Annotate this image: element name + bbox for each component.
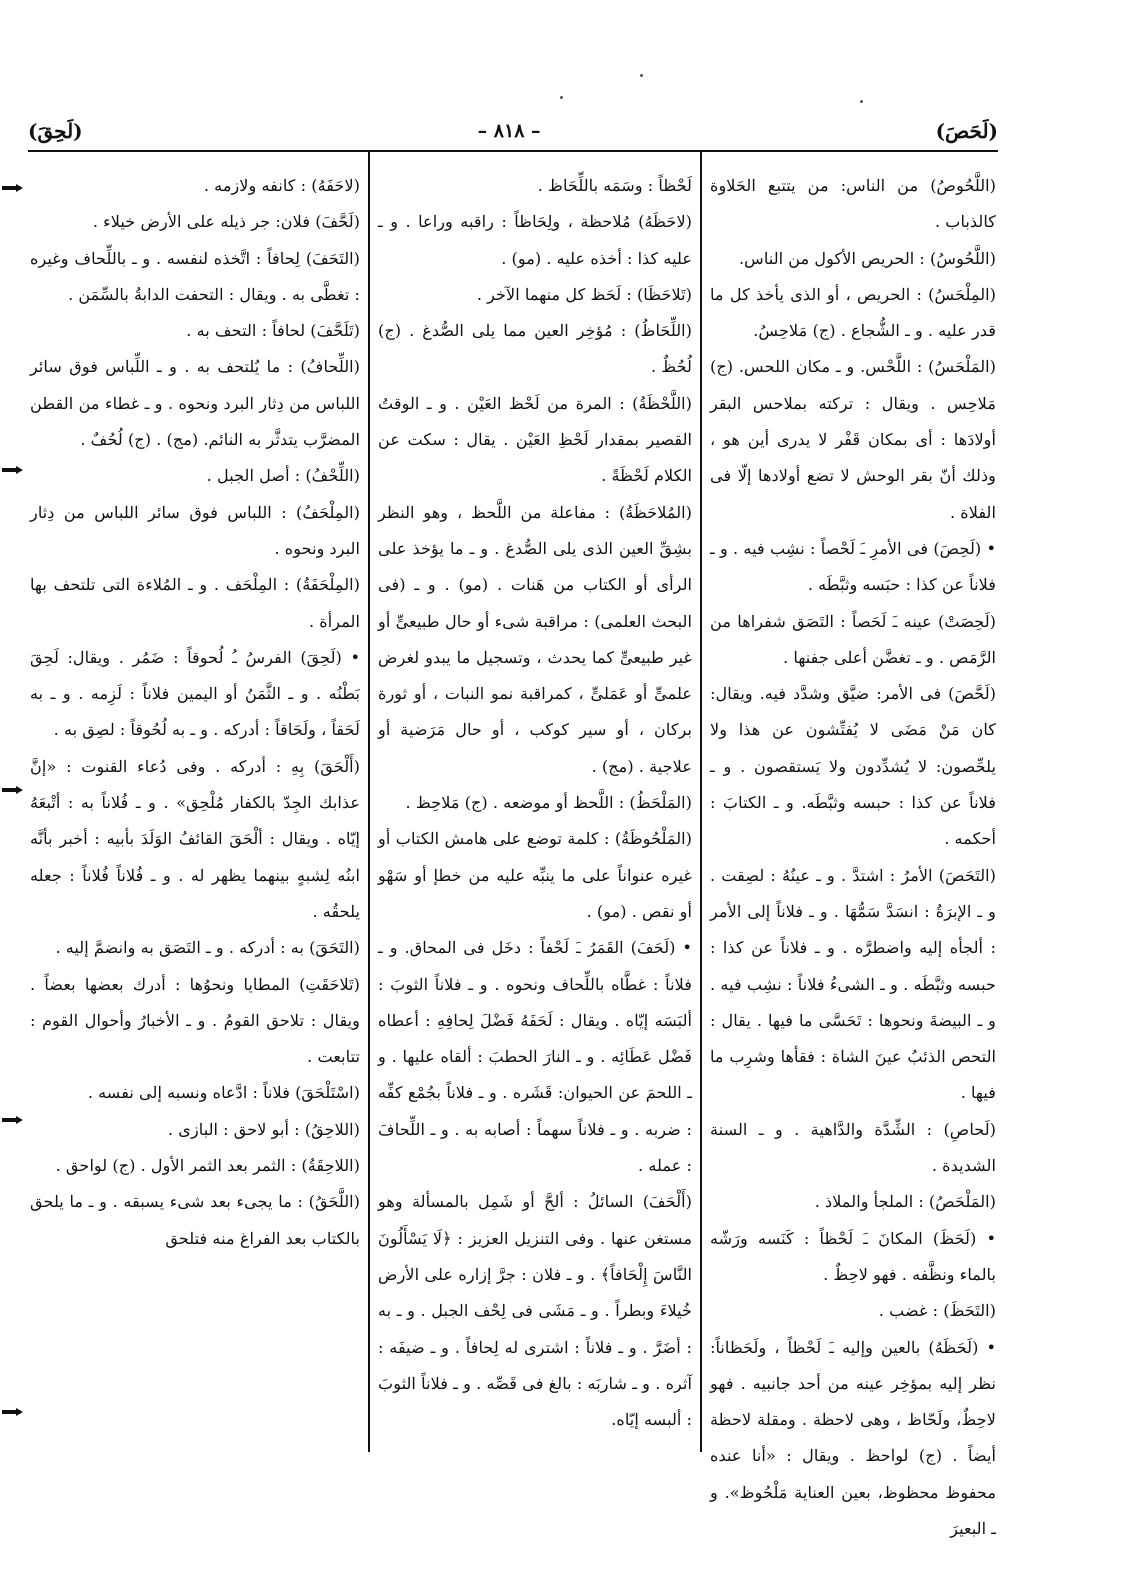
entry: (اللاحِقَةُ) : الثمر بعد الثمر الأول . (ج) لواحق . bbox=[55, 1156, 360, 1176]
entry: لَحْظاً : وسَمَه باللِّحَاظ . bbox=[537, 176, 692, 195]
entry: • (لَحِقَ) الفرسُ ـُ لُحوقاً : ضَمُر . ويقال: لَحِقَ بَطْنُه . و ـ الثَّمَنُ أو اليمين فلاناً : لَزِمه . و ـ به لَحَقاً ، ولَحَاقاً : أدركه . و ـ به لُحُوقاً : لصِق به . bbox=[30, 647, 360, 740]
entry: • (لَحَظَهُ) بالعين وإليه ـَ لَحْظاً ، ولَحَظاناً: نظر إليه بمؤخِر عينه من أحد جانبيه . فهو لاحِظٌ، ولَحّاظ ، وهى لاحظة . ومقلة لاحظة أيضاً . (ج) لواحظ . ويقال : «أنا عنده محفوظ محظوظ، بعين العناية مَلْحُوظ». و ـ البعيرَ bbox=[710, 1337, 996, 1538]
margin-arrow-icon bbox=[2, 466, 24, 474]
margin-arrow-icon bbox=[2, 184, 24, 192]
entry: (اللِّحَاظُ) : مُؤخِر العين مما يلى الصُّدغ . (ج) لُحُظٌ . bbox=[378, 321, 692, 377]
entry: (تَلاحَقَتِ) المطايا ونحوُها : أدرك بعضها بعضاً . ويقال : تلاحق القومُ . و ـ الأخبارُ وأحوال القوم : تتابعت . bbox=[30, 974, 360, 1067]
entry: (المِلْحَفَةُ) : المِلْحَف . و ـ المُلاءة التى تلتحف بها المرأة . bbox=[30, 575, 360, 631]
entry: (لاحَظَهُ) مُلاحظة ، ولِحَاظاً : راقبه وراعا . و ـ عليه كذا : أخذه عليه . (مو) . bbox=[378, 212, 692, 268]
margin-arrow-icon bbox=[2, 1408, 24, 1416]
header-right-entry: (لَحَصَ) bbox=[935, 119, 998, 143]
entry: (اللِّحْفُ) : أصل الجبل . bbox=[206, 466, 360, 486]
column-left bbox=[30, 168, 360, 1498]
entry: (أَلْحَقَ) بِهِ : أدركه . وفى دُعاء القنوت : «إنَّ عذابك الجِدّ بالكفار مُلْحِق» . و ـ فُلاناً به : أتْبعَهُ إيّاه . ويقال : ألْحَقَ القائفُ الوَلَدَ بأبيه : أخبر بأنَّه ابنُه لِشبهٍ بينهما يظهر له . و ـ فُلاناً فُلاناً : جعله يلحقُه . bbox=[30, 756, 360, 921]
entry: (اللَّحْظَةُ) : المرة من لَحْظ العَيْن . و ـ الوقتُ القصير بمقدار لَحْظِ العَيْن . يقال : سكت عن الكلام لَحْظَةً . bbox=[378, 393, 692, 486]
entry: (اللَّحُوصُ) من الناس: من يتتبع الحَلاوة كالذباب . bbox=[710, 176, 996, 232]
page-number: – ٨١٨ – bbox=[477, 120, 541, 142]
entry: (اللِّحافُ) : ما يُلتحف به . و ـ اللِّباس فوق سائر اللباس من دِثار البرد ونحوه . و ـ غطاء من القطن المضرَّب يتدثَّر به النائم. (مج) . (ج) لُحُفٌ . bbox=[30, 357, 360, 450]
entry: (التَحَفَ) لِحافاً : اتَّخذه لنفسه . و ـ باللِّحاف وغيره : تغطَّى به . ويقال : التحفت الدابةُ بالسِّمَن . bbox=[30, 248, 360, 304]
entry: (لَحِصَتْ) عينه ـَ لَحَصاً : التَصَق شفراها من الرَّمَص . و ـ تغضَّن أعلى جفنها . bbox=[710, 611, 996, 667]
entry: (لَحاصِ) : الشِّدَّة والدَّاهية . و ـ السنة الشديدة . bbox=[710, 1119, 996, 1176]
entry: (لاحَفَهُ) : كانفه ولازمه . bbox=[203, 176, 360, 195]
entry: (أَلْحَفَ) السائلُ : ألحَّ أو شَمِل بالمسألة وهو مستغن عنها . وفى التنزيل العزيز : ﴿لَا يَسْأَلُونَ النَّاسَ إِلْحَافاً﴾ . و ـ فلان : جرَّ إزاره على الأرض خُيلاءَ وبطراً . و ـ مَشَى فى لِحْف الجبل . و ـ به : أضَرَّ . و ـ فلاناً : اشترى له لِحافاً . و ـ ضيفَه : آثره . و ـ شاربَه : بالغ فى قَصِّه . و ـ فلاناً الثوبَ : ألبسه إيّاه. bbox=[378, 1192, 692, 1430]
entry: • (لَحَظَ) المكانَ ـَ لَحْظاً : كَنَسه ورَشّه بالماء ونظَّفه . فهو لاحِظٌ . bbox=[710, 1228, 996, 1284]
entry: (اللَّحَقُ) : ما يجىء بعد شىء يسبقه . و ـ ما يلحق بالكتاب بعد الفراغ منه فتلحق bbox=[30, 1192, 360, 1248]
entry: • (لَحَفَ) القَمَرُ ـَ لَحْفاً : دخَل فى المحاق. و ـ فلاناً : غطَّاه باللِّحاف ونحوه . و ـ فلاناً الثوبَ : ألبَسَه إيّاه . ويقال : لَحَفَهُ فَضْلَ لِحافِهِ : أعطاه فَضْل عَطَائِه . و ـ النارَ الحطبَ : ألقاه عليها . و ـ اللحمَ عن الحيوان: قَشَره . و ـ فلاناً بجُمْع كفِّه : ضربه . و ـ فلاناً سهماً : أصابه به . و ـ اللِّحافَ : عمله . bbox=[378, 938, 692, 1176]
entry: (المَلْحُوظَةُ) : كلمة توضع على هامش الكتاب أو غيره عنواناً على ما ينبِّه عليه من خطإ أو سَهْو أو نقص . (مو) . bbox=[378, 829, 692, 921]
margin-arrow-icon bbox=[2, 1116, 24, 1124]
entry: (المَلْحَظُ) : اللَّحظ أو موضعه . (ج) مَلاحِظ . bbox=[405, 793, 692, 813]
scan-speck bbox=[640, 74, 643, 77]
entry: (المَلْحَصُ) : الملجأ والملاذ . bbox=[814, 1192, 996, 1212]
margin-arrow-icon bbox=[2, 786, 24, 794]
entry: (المَلْحَسُ) : اللَّحْس. و ـ مكان اللحس. (ج) مَلاحِس . ويقال : تركته بملاحس البقر أولادَها : أى بمكان قَفْر لا يدرى أين هو ، وذلك أنّ بقر الوحش لا تضع أولادها إلّا فى الفلاة . bbox=[710, 357, 996, 522]
entry: (المِلْحَسُ) : الحريص ، أو الذى يأخذ كل ما قدر عليه . و ـ الشُّجاع . (ج) مَلاحِسُ. bbox=[710, 284, 996, 341]
entry: (اللاحِقُ) : أبو لاحق : البازى . bbox=[168, 1119, 360, 1139]
entry: (تَلَحَّفَ) لحافاً : التحف به . bbox=[186, 321, 360, 341]
entry: (اللَّحُوسُ) : الحريص الأكول من الناس. bbox=[738, 248, 996, 268]
entry: (تَلاحَظَا) : لَحَظ كل منهما الآخر . bbox=[476, 284, 692, 304]
entry: (لَحَّفَ) فلان: جر ذيله على الأرض خيلاء . bbox=[92, 212, 360, 232]
column-divider-left bbox=[368, 152, 370, 1452]
page-header bbox=[28, 114, 998, 148]
entry: (لَحَّصَ) فى الأمر: ضيَّق وشدَّد فيه. ويقال: كان مَنْ مَضَى لا يُفتِّشون عن هذا ولا يلحِّصون: لا يُشدِّدون ولا يَستقصون . و ـ فلاناً عن كذا : حبسه وثبَّطَه. و ـ الكتابَ : أحكمه . bbox=[710, 684, 996, 849]
column-divider-right bbox=[700, 152, 702, 1452]
entry: • (لَحِصَ) فى الأمرِ ـَ لَحْصاً : نشِب فيه . و ـ فلاناً عن كذا : حبَسه وثبَّطَه . bbox=[710, 538, 996, 595]
scan-speck bbox=[860, 100, 863, 103]
scan-speck bbox=[560, 96, 563, 99]
header-rule bbox=[28, 150, 998, 152]
column-right bbox=[710, 168, 996, 1538]
entry: (المُلاحَظَةُ) : مفاعلة من اللَّحظ ، وهو النظر بشِقِّ العين الذى يلى الصُّدغ . و ـ ما يؤخذ على الرأى أو الكتاب من هَنات . (مو) . و ـ (فى البحث العلمى) : مراقبة شىء أو حال طبيعىٍّ أو غير طبيعىٍّ كما يحدث ، وتسجيل ما يبدو لغرض علمىٍّ أو عَمَلىٍّ ، كمراقبة نمو النبات ، أو ثورة بركان ، أو سير كوكب ، أو حال مَرَضية أو علاجية . (مج) . bbox=[378, 502, 692, 776]
column-middle bbox=[378, 168, 692, 1498]
entry: (اسْتَلْحَقَ) فلاناً : ادَّعاه ونسبه إلى نفسه . bbox=[87, 1083, 360, 1103]
entry: (التَحَقَ) به : أدركه . و ـ التَصَق به وانضمَّ إليه . bbox=[55, 938, 360, 958]
entry: (المِلْحَفُ) : اللباس فوق سائر اللباس من دِثار البرد ونحوه . bbox=[30, 502, 360, 558]
header-left-entry: (لَحِقَ) bbox=[28, 119, 83, 143]
entry: (التَحَصَ) الأمرُ : اشتدَّ . و ـ عينُهُ : لصِقت . و ـ الإبرَةُ : انسَدَّ سَمُّهَا . و ـ فلاناً إلى الأمر : ألجأه إليه واضطرَّه . و ـ فلاناً عن كذا : حبسه وثبَّطَه . و ـ الشىءُ فلاناً : نشِب فيه . و ـ البيضةَ ونحوها : تَحَسَّى ما فيها . يقال : التحص الذئبُ عينَ الشاة : فقأها وشرِب ما فيها . bbox=[710, 865, 996, 1103]
entry: (التَحَظَ) : غضب . bbox=[878, 1301, 996, 1321]
